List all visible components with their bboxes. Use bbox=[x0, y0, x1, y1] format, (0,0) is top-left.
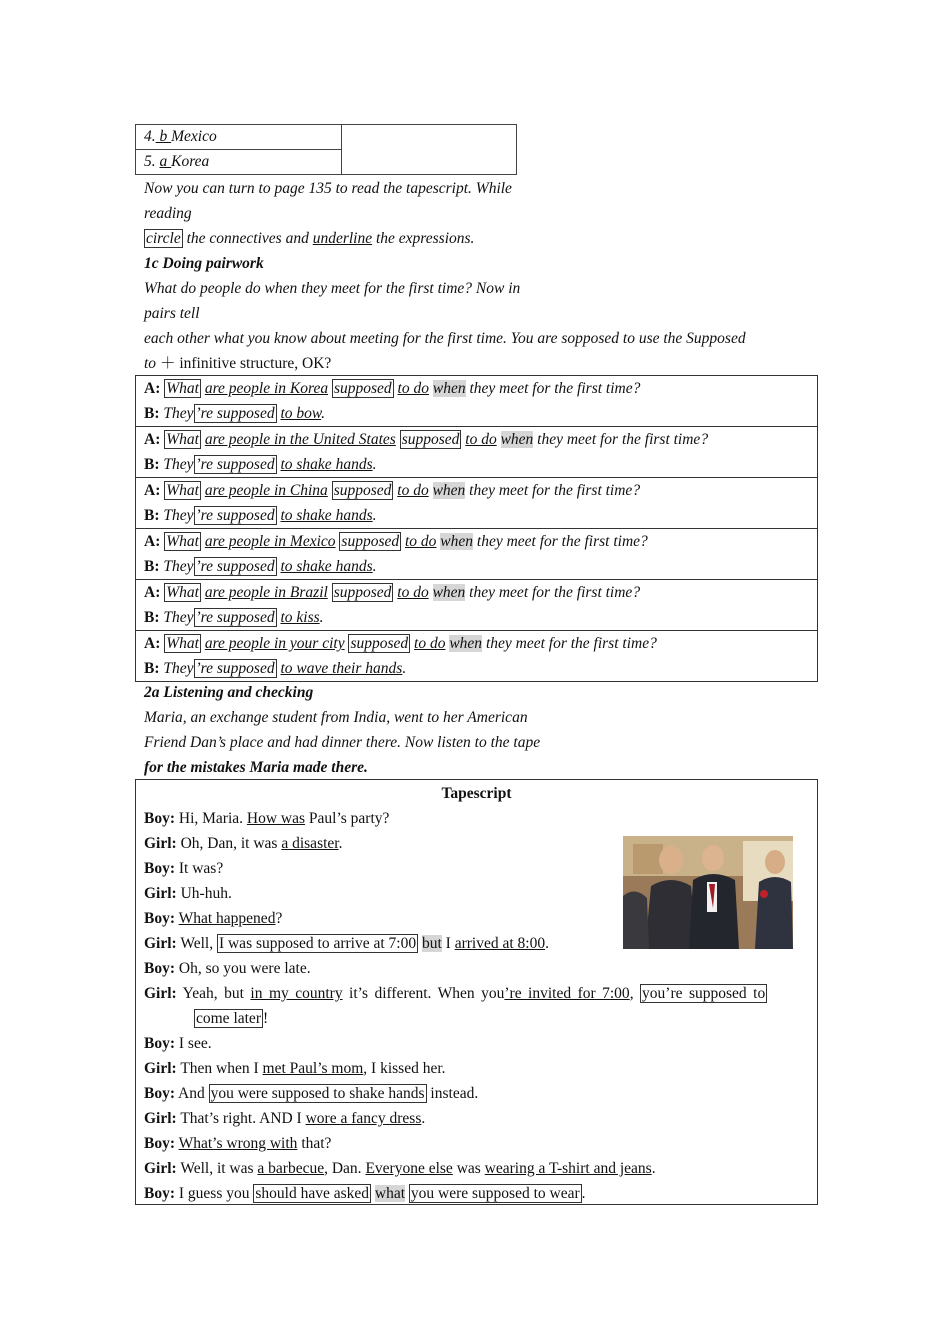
tapescript-box bbox=[135, 779, 818, 1205]
dialogue-pair: A: What are people in the United States supposed to do when they meet for the first time? B: They ’re supposed to shake hands. bbox=[136, 426, 817, 477]
photo-people-greeting bbox=[623, 836, 793, 949]
dialogue-line: Boy: What happened? bbox=[144, 910, 283, 927]
pairwork-table bbox=[135, 375, 818, 682]
table-row bbox=[136, 125, 517, 150]
section-heading-1c: 1c Doing pairwork bbox=[144, 255, 264, 272]
intro-line: reading bbox=[144, 205, 192, 222]
dialogue-line: Boy: Hi, Maria. How was Paul’s party? bbox=[144, 810, 390, 827]
underlined-word: underline bbox=[312, 230, 373, 247]
dialogue-line: Boy: I guess you should have asked what you were supposed to wear . bbox=[144, 1185, 586, 1202]
instruction-line: for the mistakes Maria made there. bbox=[144, 759, 368, 776]
circled-word: circle bbox=[146, 230, 181, 247]
instruction-line: Friend Dan’s place and had dinner there. Now listen to the tape bbox=[144, 734, 541, 751]
dialogue-line: Boy: I see. bbox=[144, 1035, 212, 1052]
dialogue-pair: A: What are people in China supposed to do when they meet for the first time? B: They ’re supposed to shake hands. bbox=[136, 477, 817, 528]
dialogue-line: Girl: Then when I met Paul’s mom, I kissed her. bbox=[144, 1060, 446, 1077]
instruction-line: Maria, an exchange student from India, went to her American bbox=[144, 709, 528, 726]
dialogue-line-continued: come later ! bbox=[196, 1010, 269, 1027]
dialogue-line: Boy: What’s wrong with that? bbox=[144, 1135, 332, 1152]
dialogue-pair: A: What are people in your city supposed to do when they meet for the first time? B: They ’re supposed to wave their hands. bbox=[136, 630, 817, 681]
dialogue-line: Girl: Uh-huh. bbox=[144, 885, 232, 902]
instruction-line: pairs tell bbox=[144, 305, 200, 322]
dialogue-line: Girl: Well, I was supposed to arrive at 7:00 but I arrived at 8:00. bbox=[144, 935, 549, 952]
dialogue-line: Boy: Oh, so you were late. bbox=[144, 960, 311, 977]
dialogue-line: Girl: Oh, Dan, it was a disaster. bbox=[144, 835, 343, 852]
photo-image bbox=[623, 836, 793, 949]
instruction-line: What do people do when they meet for the first time? Now in bbox=[144, 280, 521, 297]
intro-line: circle the connectives and underline the expressions. bbox=[146, 230, 475, 247]
tapescript-title: Tapescript bbox=[441, 785, 512, 802]
empty-cell bbox=[342, 125, 517, 175]
section-heading-2a: 2a Listening and checking bbox=[144, 684, 314, 701]
instruction-line: to ＋ infinitive structure, OK? bbox=[144, 355, 332, 372]
dialogue-pair: A: What are people in Korea supposed to do when they meet for the first time? B: They ’re supposed to bow. bbox=[144, 380, 641, 422]
dialogue-line: Boy: And you were supposed to shake hands instead. bbox=[144, 1085, 479, 1102]
answer-cell: 4. b Mexico bbox=[136, 125, 342, 150]
dialogue-line: Girl: That’s right. AND I wore a fancy dress. bbox=[144, 1110, 426, 1127]
answer-table bbox=[135, 124, 517, 175]
dialogue-pair: A: What are people in Brazil supposed to do when they meet for the first time? B: They ’re supposed to kiss. bbox=[136, 579, 817, 630]
answer-cell: 5. a Korea bbox=[136, 150, 342, 175]
dialogue-pair: A: What are people in Mexico supposed to do when they meet for the first time? B: They ’re supposed to shake hands. bbox=[136, 528, 817, 579]
dialogue-line: Girl: Well, it was a barbecue, Dan. Everyone else was wearing a T-shirt and jeans. bbox=[144, 1160, 656, 1177]
dialogue-line: Boy: It was? bbox=[144, 860, 224, 877]
instruction-line: each other what you know about meeting for the first time. You are sopposed to use the Supposed bbox=[144, 330, 746, 347]
intro-line: Now you can turn to page 135 to read the tapescript. While bbox=[144, 180, 512, 197]
dialogue-line: Girl: Yeah, but in my country it’s different. When you’re invited for 7:00, you’re supposed to bbox=[144, 985, 766, 1002]
